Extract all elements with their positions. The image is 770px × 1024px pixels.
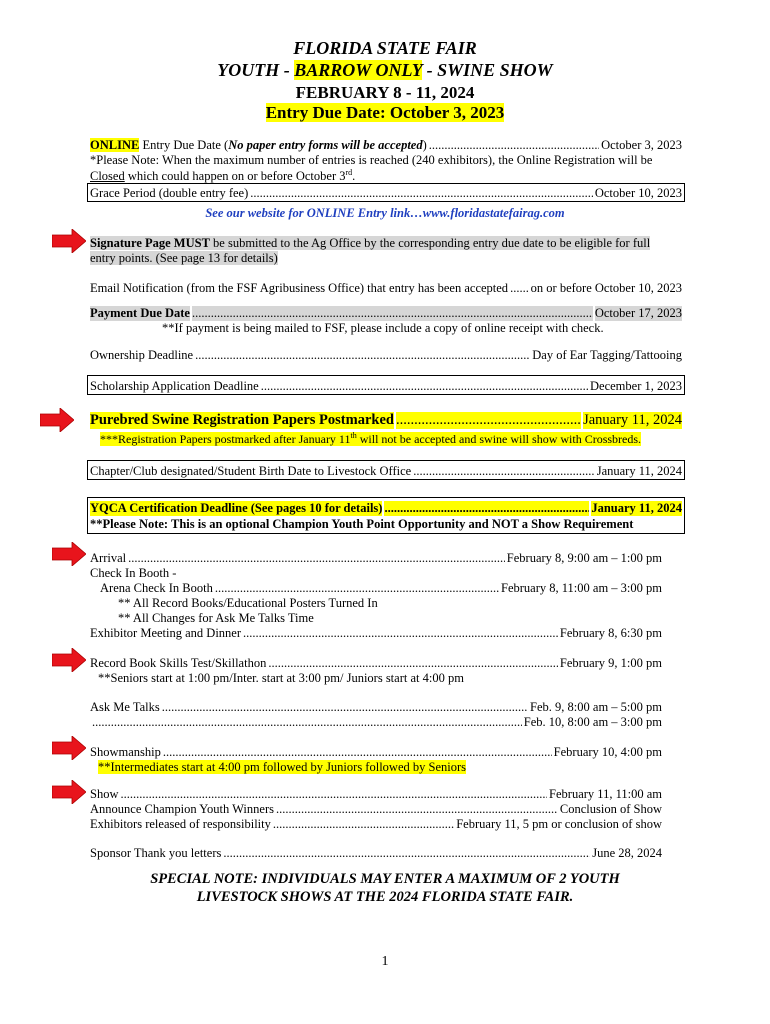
askme-row2 — [90, 715, 662, 730]
online-text: Entry Due Date ( — [139, 138, 229, 152]
entry-due-date — [0, 103, 770, 123]
payment-row — [90, 306, 682, 321]
online-note2 — [90, 168, 355, 184]
title-youth: YOUTH - — [217, 60, 295, 80]
right-arrow-icon — [40, 408, 74, 432]
right-arrow-icon — [52, 780, 86, 804]
right-arrow-icon — [52, 542, 86, 566]
released-date: February 11, 5 pm or conclusion of show — [456, 817, 662, 831]
online-note1: *Please Note: When the maximum number of entries is reached (240 exhibitors), the Online Registration will be — [90, 153, 653, 167]
records-note: ** All Record Books/Educational Posters Turned In — [118, 596, 378, 610]
website-line — [0, 206, 770, 221]
payment-label: Payment Due Date — [90, 306, 190, 320]
ownership-date: Day of Ear Tagging/Tattooing — [532, 348, 682, 362]
yqca-label: YQCA Certification Deadline (See pages 10 for details) — [90, 501, 383, 515]
askme-date: Feb. 9, 8:00 am – 5:00 pm — [530, 700, 662, 714]
online-entry-row — [90, 138, 682, 153]
yqca-note: **Please Note: This is an optional Champion Youth Point Opportunity and NOT a Show Requirement — [90, 517, 634, 531]
purebred-note-a: ***Registration Papers postmarked after January 11 — [100, 432, 351, 446]
page-number: 1 — [381, 954, 389, 969]
askme-label: Ask Me Talks — [90, 700, 160, 714]
showmanship-date: February 10, 4:00 pm — [553, 745, 662, 759]
email-label: Email Notification (from the FSF Agribusiness Office) that entry has been accepted — [90, 281, 509, 295]
ownership-row — [90, 348, 682, 363]
signature-line2 — [90, 251, 278, 266]
signature-text1: be submitted to the Ag Office by the corresponding entry due date to be eligible for full — [209, 236, 651, 250]
yqca-date: January 11, 2024 — [591, 501, 682, 515]
title-barrow-only: BARROW ONLY — [294, 60, 423, 80]
announce-row — [90, 802, 662, 817]
entry-due-date-text: Entry Due Date: October 3, 2023 — [265, 103, 505, 122]
arrival-label: Arrival — [90, 551, 127, 565]
askme-date2: Feb. 10, 8:00 am – 3:00 pm — [523, 715, 662, 729]
skills-label: Record Book Skills Test/Skillathon — [90, 656, 267, 670]
email-row — [90, 281, 682, 296]
exhibitor-row — [90, 626, 662, 641]
online-note2-end: . — [352, 169, 356, 184]
showmanship-note-text: **Intermediates start at 4:00 pm followed by Juniors followed by Seniors — [98, 760, 466, 774]
scholarship-label: Scholarship Application Deadline — [90, 379, 259, 393]
show-date: February 11, 11:00 am — [549, 787, 662, 801]
right-arrow-icon — [52, 648, 86, 672]
purebred-note-b: will not be accepted and swine will show with Crossbreds. — [356, 432, 642, 446]
special-note-line2: LIVESTOCK SHOWS AT THE 2024 FLORIDA STATE FAIR. — [196, 889, 574, 905]
grace-row — [90, 186, 682, 201]
changes-note: ** All Changes for Ask Me Talks Time — [118, 611, 314, 625]
show-label: Show — [90, 787, 119, 801]
exhibitor-label: Exhibitor Meeting and Dinner — [90, 626, 242, 640]
grace-label: Grace Period (double entry fee) — [90, 186, 249, 200]
released-row — [90, 817, 662, 832]
right-arrow-icon — [52, 736, 86, 760]
sponsor-date: June 28, 2024 — [592, 846, 662, 860]
arena-date: February 8, 11:00 am – 3:00 pm — [501, 581, 662, 595]
sponsor-label: Sponsor Thank you letters — [90, 846, 222, 860]
skills-note: **Seniors start at 1:00 pm/Inter. start at 3:00 pm/ Juniors start at 4:00 pm — [98, 671, 464, 685]
grace-date: October 10, 2023 — [594, 186, 682, 200]
signature-line1 — [90, 236, 650, 251]
online-note2-sup: rd — [345, 168, 353, 177]
sponsor-row — [90, 846, 662, 861]
title-swine-show: - SWINE SHOW — [422, 60, 553, 80]
arena-row — [100, 581, 662, 596]
online-note2-closed: Closed — [90, 169, 125, 184]
purebred-row — [90, 412, 682, 429]
skills-date: February 9, 1:00 pm — [559, 656, 662, 670]
signature-bold: Signature Page MUST — [90, 236, 210, 250]
title-line1: FLORIDA STATE FAIR — [293, 38, 477, 58]
showmanship-note — [98, 760, 466, 775]
arrival-date: February 8, 9:00 am – 1:00 pm — [506, 551, 662, 565]
special-note-line1: SPECIAL NOTE: INDIVIDUALS MAY ENTER A MAXIMUM OF 2 YOUTH — [150, 871, 620, 887]
show-row — [90, 787, 662, 802]
chapter-row — [90, 464, 682, 479]
purebred-note — [100, 431, 641, 447]
email-date: on or before October 10, 2023 — [530, 281, 682, 295]
chapter-label: Chapter/Club designated/Student Birth Date to Livestock Office — [90, 464, 412, 478]
online-note2-rest: which could happen on or before October 3 — [124, 169, 346, 184]
purebred-label: Purebred Swine Registration Papers Postmarked — [90, 412, 394, 428]
arrival-row — [90, 551, 662, 566]
signature-text2: entry points. (See page 13 for details) — [90, 251, 278, 265]
payment-note: **If payment is being mailed to FSF, please include a copy of online receipt with check. — [162, 321, 604, 335]
exhibitor-date: February 8, 6:30 pm — [559, 626, 662, 640]
website-link[interactable]: See our website for ONLINE Entry link…www.floridastatefairag.com — [205, 206, 565, 220]
arena-label: Arena Check In Booth — [100, 581, 213, 595]
checkin-line: Check In Booth - — [90, 566, 177, 580]
yqca-row — [90, 501, 682, 516]
purebred-note-sup: th — [350, 431, 357, 440]
payment-date: October 17, 2023 — [594, 306, 682, 320]
showmanship-row — [90, 745, 662, 760]
online-italic: No paper entry forms will be accepted — [228, 138, 423, 152]
show-dates: FEBRUARY 8 - 11, 2024 — [295, 83, 475, 102]
showmanship-label: Showmanship — [90, 745, 161, 759]
chapter-date: January 11, 2024 — [596, 464, 682, 478]
title-line2 — [0, 60, 770, 81]
skills-row — [90, 656, 662, 671]
askme-row — [90, 700, 662, 715]
announce-date: Conclusion of Show — [559, 802, 662, 816]
purebred-date: January 11, 2024 — [583, 412, 682, 428]
online-date: October 3, 2023 — [601, 138, 682, 152]
online-close: ) — [422, 138, 427, 152]
right-arrow-icon — [52, 229, 86, 253]
scholarship-date: December 1, 2023 — [590, 379, 682, 393]
announce-label: Announce Champion Youth Winners — [90, 802, 274, 816]
online-label: ONLINE — [90, 138, 140, 152]
released-label: Exhibitors released of responsibility — [90, 817, 271, 831]
scholarship-row — [90, 379, 682, 394]
ownership-label: Ownership Deadline — [90, 348, 194, 362]
